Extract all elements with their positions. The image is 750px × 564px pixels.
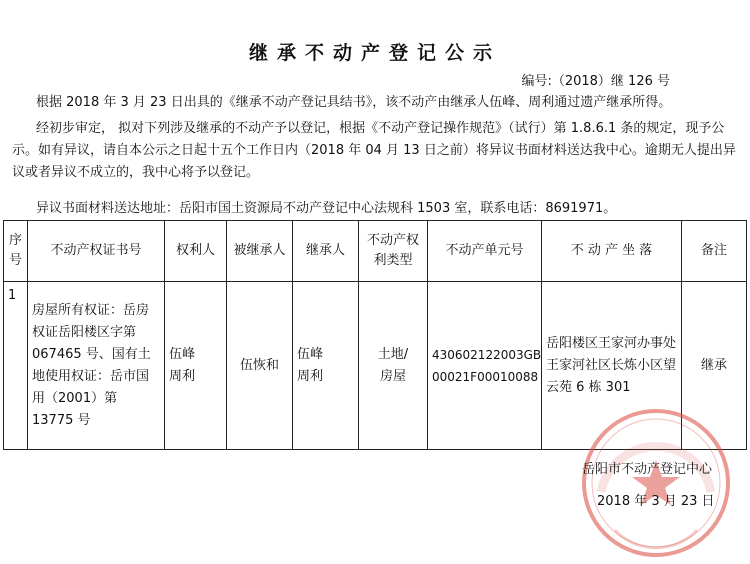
cell-heirs: 伍峰 周利 xyxy=(293,282,359,450)
paragraph-review: 经初步审定， 拟对下列涉及继承的不动产予以登记，根据《不动产登记操作规范》（试行）第 1.8.6.1 条的规定，现予公示。如有异议，请自本公示之日起十五个工作日内（2018 年 04 月 13 日之前）将异议书面材料送达我中心。逾期无人提出异议或者异议不成立的，我中心将予以登记。 xyxy=(12,121,736,180)
cell-index: 1 xyxy=(4,282,28,450)
cell-location: 岳阳楼区王家河办事处王家河社区长炼小区望云苑 6 栋 301 xyxy=(542,282,682,450)
signature-date: 2018 年 3 月 23 日 xyxy=(597,494,715,509)
cell-remark: 继承 xyxy=(682,282,747,450)
cell-unit-no: 430602122003GB 00021F00010088 xyxy=(428,282,542,450)
header-location: 不 动 产 坐 落 xyxy=(542,221,682,282)
document-number: 编号:（2018）继 126 号 xyxy=(521,74,670,89)
cell-decedent: 伍恢和 xyxy=(227,282,293,450)
official-seal-stamp xyxy=(575,402,737,564)
cell-rights-holder: 伍峰 周利 xyxy=(165,282,227,450)
table-header-row xyxy=(4,221,747,282)
header-right-type: 不动产权利类型 xyxy=(359,221,428,282)
paragraph-basis: 根据 2018 年 3 月 23 日出具的《继承不动产登记具结书》，该不动产由继承人伍峰、周利通过遗产继承所得。 xyxy=(36,95,672,110)
header-decedent: 被继承人 xyxy=(227,221,293,282)
header-remark: 备注 xyxy=(682,221,747,282)
notice-title: 继承不动产登记公示 xyxy=(248,42,501,64)
header-cert-no: 不动产权证书号 xyxy=(28,221,165,282)
cell-right-type: 土地/ 房屋 xyxy=(359,282,428,450)
cell-cert-no: 房屋所有权证：岳房权证岳阳楼区字第 067465 号、国有土地使用权证：岳市国用（2001）第 13775 号 xyxy=(28,282,165,450)
header-heirs: 继承人 xyxy=(293,221,359,282)
paragraph-objection-address: 异议书面材料送达地址：岳阳市国土资源局不动产登记中心法规科 1503 室，联系电话：8691971。 xyxy=(36,201,617,216)
header-rights-holder: 权利人 xyxy=(165,221,227,282)
header-index: 序号 xyxy=(4,221,28,282)
header-unit-no: 不动产单元号 xyxy=(428,221,542,282)
signature-org: 岳阳市不动产登记中心 xyxy=(582,462,713,477)
